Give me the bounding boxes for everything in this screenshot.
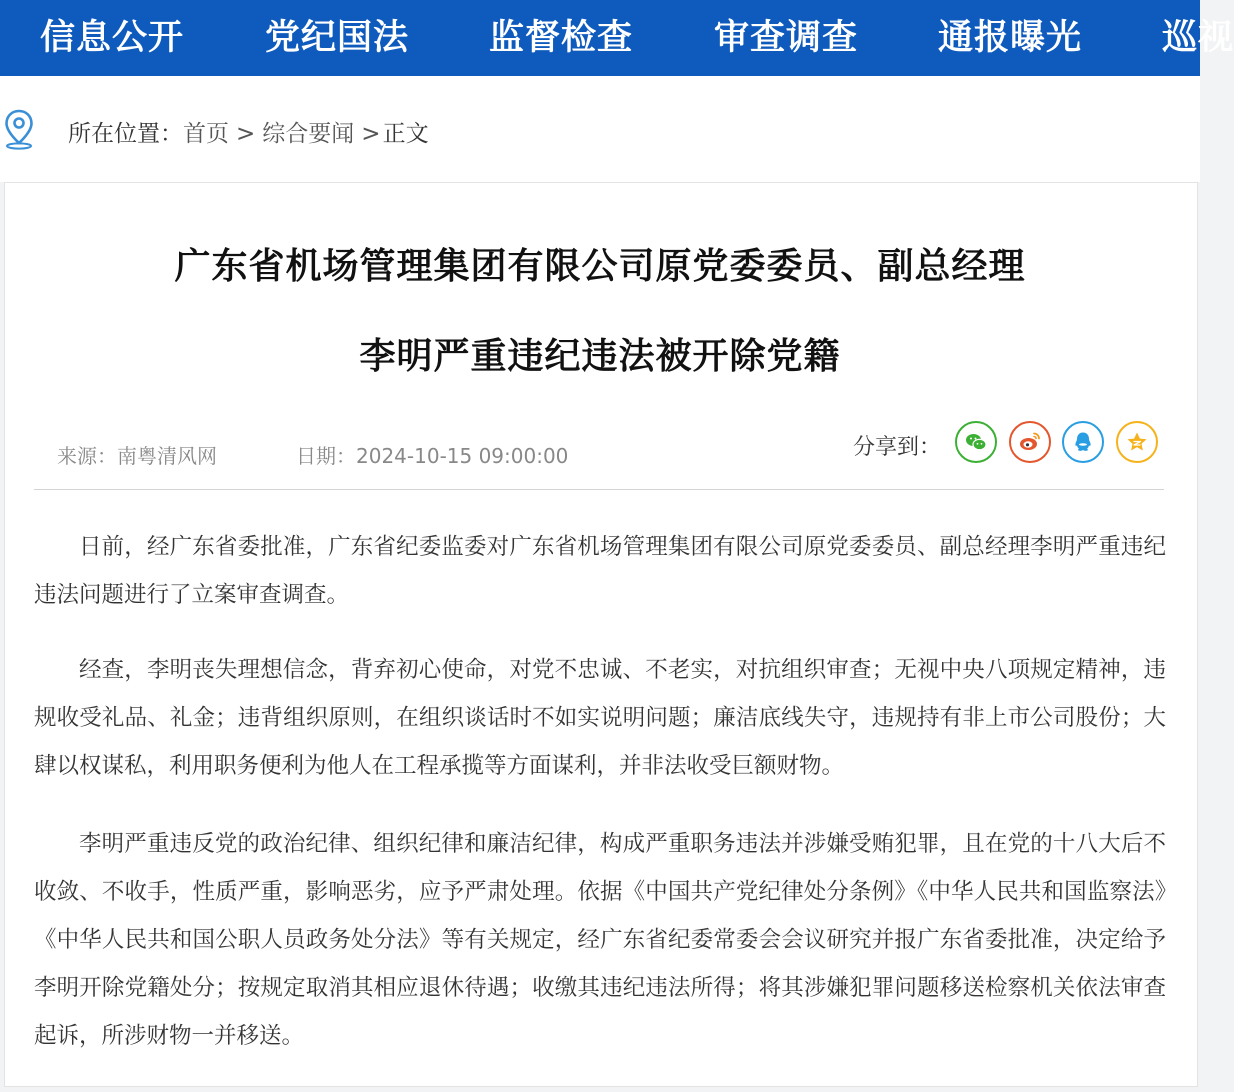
breadcrumb-section-link[interactable]: 综合要闻: [262, 121, 355, 147]
nav-item-info-disclosure[interactable]: 信息公开: [40, 18, 185, 58]
share-qq-button[interactable]: [1062, 421, 1104, 463]
share-wechat-button[interactable]: [955, 421, 997, 463]
breadcrumb-separator: >: [236, 121, 256, 147]
wechat-icon: [964, 430, 988, 454]
share-qzone-button[interactable]: [1116, 421, 1158, 463]
breadcrumb-home-link[interactable]: 首页: [183, 121, 229, 147]
article-paragraph-3: 李明严重违反党的政治纪律、组织纪律和廉洁纪律，构成严重职务违法并涉嫌受贿犯罪，且在党的十八大后不收敛、不收手，性质严重，影响恶劣，应予严肃处理。依据《中国共产党纪律处分条例》《中华人民共和国监察法》《中华人民共和国公职人员政务处分法》等有关规定，经广东省纪委常委会会议研究并报广东省委批准，决定给予李明开除党籍处分；按规定取消其相应退休待遇；收缴其违纪违法所得；将其涉嫌犯罪问题移送检察机关依法审查起诉，所涉财物一并移送。: [34, 831, 1166, 1049]
nav-item-party-discipline[interactable]: 党纪国法: [265, 18, 410, 58]
share-weibo-button[interactable]: [1009, 421, 1051, 463]
share-label: 分享到：: [853, 435, 942, 460]
breadcrumb: [68, 115, 429, 148]
nav-item-supervision[interactable]: 监督检查: [489, 18, 634, 58]
nav-item-inspection[interactable]: 巡视: [1162, 18, 1234, 58]
article-source: 来源：南粤清风网: [57, 444, 217, 468]
breadcrumb-label: 所在位置：: [68, 121, 183, 147]
top-nav: [0, 0, 1234, 76]
qq-icon: [1071, 430, 1095, 454]
article-title-line2: 李明严重违纪违法被开除党籍: [359, 336, 841, 377]
breadcrumb-current: 正文: [382, 121, 429, 147]
nav-item-investigation[interactable]: 审查调查: [714, 18, 859, 58]
weibo-icon: [1018, 430, 1042, 454]
article-title-line1: 广东省机场管理集团有限公司原党委委员、副总经理: [174, 246, 1026, 287]
nav-item-exposure[interactable]: 通报曝光: [938, 18, 1083, 58]
breadcrumb-separator: >: [361, 121, 381, 147]
meta-divider: [34, 489, 1164, 490]
article-paragraph-2: 经查，李明丧失理想信念，背弃初心使命，对党不忠诚、不老实，对抗组织审查；无视中央八项规定精神，违规收受礼品、礼金；违背组织原则，在组织谈话时不如实说明问题；廉洁底线失守，违规持有非上市公司股份；大肆以权谋私，利用职务便利为他人在工程承揽等方面谋利，并非法收受巨额财物。: [34, 657, 1166, 779]
article-date: 日期：2024-10-15 09:00:00: [296, 444, 569, 468]
article-paragraph-1: 日前，经广东省委批准，广东省纪委监委对广东省机场管理集团有限公司原党委委员、副总经理李明严重违纪违法问题进行了立案审查调查。: [34, 534, 1166, 608]
qzone-icon: [1125, 430, 1149, 454]
location-pin-icon: [3, 108, 35, 150]
